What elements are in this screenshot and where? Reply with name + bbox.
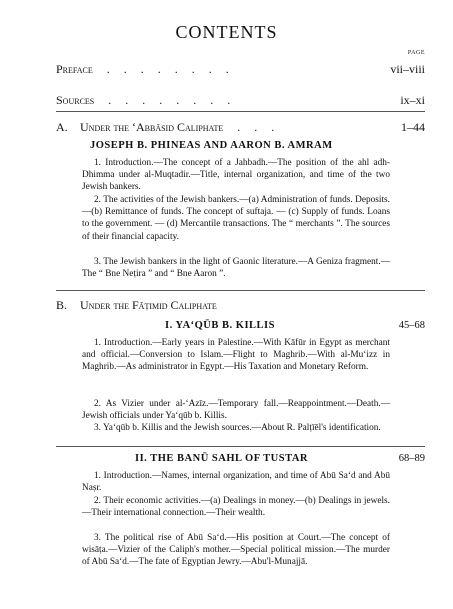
leader-dots: ...	[237, 120, 289, 134]
section-letter: B.	[56, 298, 68, 312]
chapter-1-paragraph-1: 1. Introduction.—Early years in Palestine.—With Kāfūr in Egypt as merchant and official.—Conversion to Islam.—Flight to Maghrib.—With al-Mu‘izz in Maghrib.—As administrator in Egypt.—His Taxation and Monetary Reform.	[82, 338, 390, 373]
section-title: Under the ‘Abbāsid Caliphate	[80, 120, 224, 134]
page-title: CONTENTS	[175, 22, 278, 42]
section-letter: A.	[56, 120, 68, 134]
section-a-paragraph-1: 1. Introduction.—The concept of a Jahbadh.—The position of the ahl adh-Dhimma under al-Muqtadir.—Title, internal organization, and time of the two Jewish bankers.	[82, 158, 390, 193]
chapter-2-paragraph-2: 2. Their economic activities.—(a) Dealings in money.—(b) Dealings in jewels.—Their international connection.—Their wealth.	[82, 496, 390, 519]
page-column-header: PAGE	[407, 50, 425, 56]
toc-label: Preface	[56, 62, 93, 76]
divider	[56, 111, 425, 112]
divider	[56, 446, 425, 447]
chapter-2-paragraph-1: 1. Introduction.—Names, internal organization, and time of Abū Sa‘d and Abū Naṣr.	[82, 471, 390, 494]
toc-pages: vii–viii	[390, 62, 425, 76]
section-a-paragraph-3: 3. The Jewish bankers in the light of Gaonic literature.—A Geniza fragment.—The “ Bne Neṭira ” and “ Bne Aaron ”.	[82, 257, 390, 280]
toc-section-a[interactable]	[56, 120, 425, 135]
chapter-2-title[interactable]: II. THE BANŪ SAHL OF TUSTAR	[135, 453, 308, 464]
chapter-1-pages: 45–68	[398, 320, 425, 331]
chapter-2-pages: 68–89	[398, 453, 425, 464]
section-title: Under the Fāṭimid Caliphate	[80, 298, 217, 312]
section-a-subtitle: JOSEPH B. PHINEAS AND AARON B. AMRAM	[90, 140, 333, 151]
divider	[56, 290, 425, 291]
chapter-1-title[interactable]: I. YA‘QŪB B. KILLIS	[165, 320, 275, 331]
toc-pages: ix–xi	[400, 93, 425, 107]
toc-section-b[interactable]	[56, 298, 425, 313]
leader-dots: ........	[108, 93, 245, 107]
chapter-1-paragraph-3: 3. Ya‘qūb b. Killis and the Jewish sources.—About R. Palṭīēl's identification.	[94, 423, 381, 433]
toc-entry-preface[interactable]	[56, 62, 425, 77]
toc-entry-sources[interactable]	[56, 93, 425, 108]
section-a-paragraph-2: 2. The activities of the Jewish bankers.—(a) Administration of funds. Deposits.—(b) Remittance of funds. The concept of suftaja. — (c) Supply of funds. Loans to the government. — (d) Mercantile transactions. The “ merchants ”. The sources of their financial capacity.	[82, 195, 390, 242]
chapter-1-paragraph-2: 2. As Vizier under al-‘Azīz.—Temporary fall.—Reappointment.—Death.—Jewish officials under Ya‘qūb b. Killis.	[82, 399, 390, 422]
chapter-2-paragraph-3: 3. The political rise of Abū Sa‘d.—His position at Court.—The concept of wisāṭa.—Vizier of the Caliph's mother.—Special political mission.—The murder of Abū Sa‘d.—The fate of Egyptian Jewry.—Abu'l-Munajjā.	[82, 533, 390, 568]
section-pages: 1–44	[401, 120, 425, 134]
toc-label: Sources	[56, 93, 95, 107]
leader-dots: ........	[106, 62, 243, 76]
